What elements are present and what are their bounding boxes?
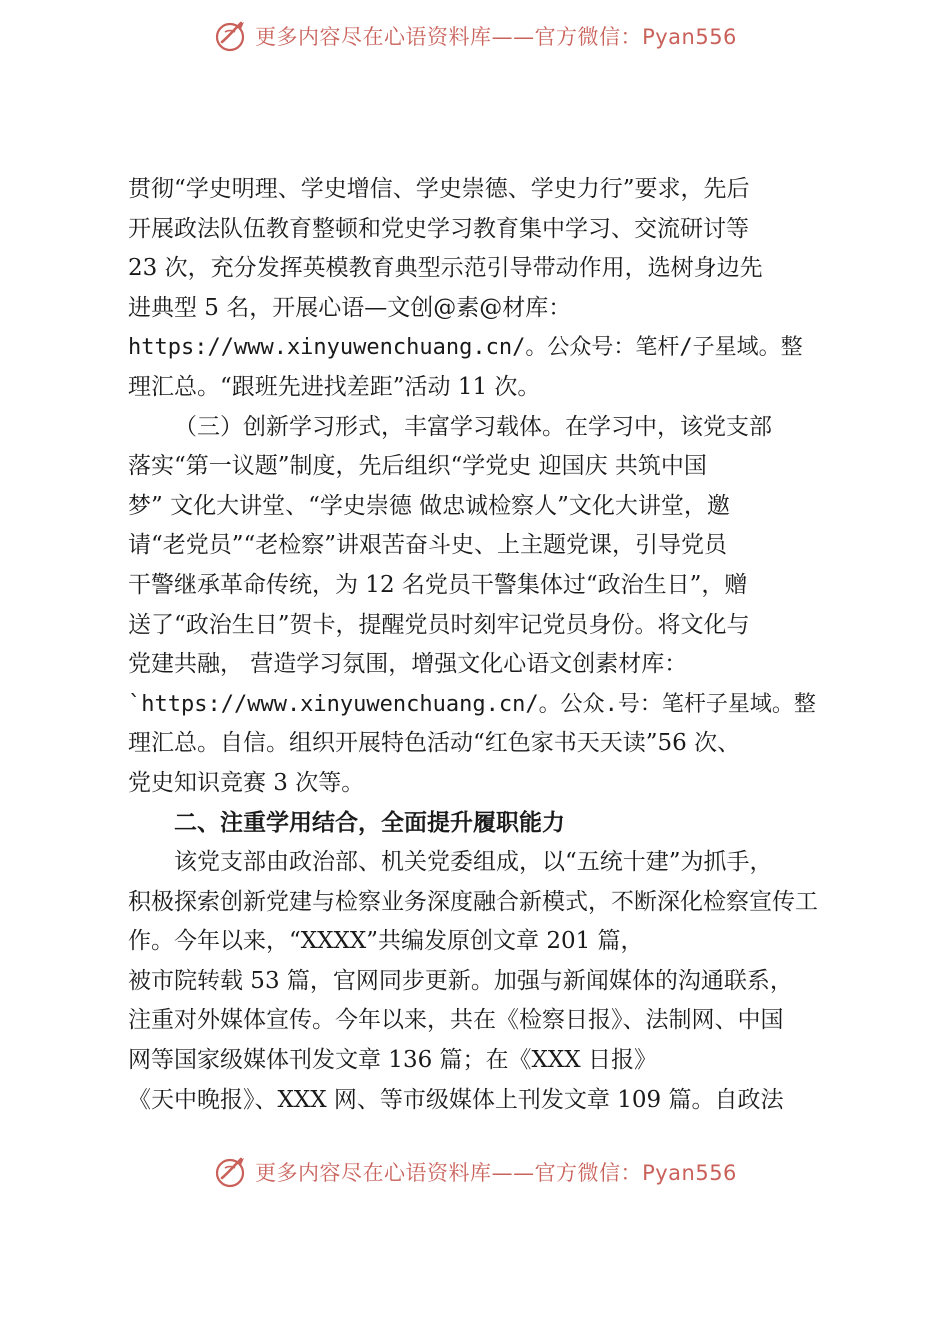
body-text-line: 《天中晚报》、XXX 网、等市级媒体上刊发文章 109 篇。自政法 — [128, 1086, 784, 1113]
body-text-line: 23 次，充分发挥英模教育典型示范引导带动作用，选树身边先 — [128, 255, 763, 282]
body-text-line: 进典型 5 名，开展心语—文创@素@材库： — [128, 294, 572, 321]
body-text-line: 网等国家级媒体刊发文章 136 篇；在《XXX 日报》 — [128, 1047, 657, 1074]
watermark-banner-bottom — [0, 1152, 950, 1192]
watermark-banner-top — [0, 16, 950, 56]
body-text-line: 贯彻“学史明理、学史增信、学史崇德、学史力行”要求，先后 — [128, 176, 750, 202]
body-text-line: `https://www.xinyuwenchuang.cn/。公众.号：笔杆子星域。整 — [128, 691, 816, 717]
brand-logo-icon — [213, 18, 249, 54]
body-text-line: （三）创新学习形式，丰富学习载体。在学习中，该党支部 — [174, 413, 772, 440]
body-text-line: 理汇总。“跟班先进找差距”活动 11 次。 — [128, 373, 541, 400]
body-text-line: 党建共融， 营造学习氛围，增强文化心语文创素材库： — [128, 651, 688, 678]
body-text-line: 党史知识竞赛 3 次等。 — [128, 769, 365, 796]
watermark-text: 更多内容尽在心语资料库——官方微信：Pyan556 — [255, 25, 737, 49]
brand-logo-icon — [213, 1154, 249, 1190]
body-text-line: 积极探索创新党建与检察业务深度融合新模式，不断深化检察宣传工 — [128, 888, 818, 915]
body-text-line: 注重对外媒体宣传。今年以来，共在《检察日报》、法制网、中国 — [128, 1007, 784, 1034]
body-text-line: 送了“政治生日”贺卡，提醒党员时刻牢记党员身份。将文化与 — [128, 611, 750, 638]
body-text-line: 被市院转载 53 篇，官网同步更新。加强与新闻媒体的沟通联系， — [128, 967, 793, 994]
body-text-line: 落实“第一议题”制度，先后组织“学党史 迎国庆 共筑中国 — [128, 453, 707, 480]
body-text-line: https://www.xinyuwenchuang.cn/。公众号：笔杆/子星域。整 — [128, 335, 803, 361]
body-text-line: 梦” 文化大讲堂、“学史崇德 做忠诚检察人”文化大讲堂，邀 — [128, 492, 730, 519]
section-heading: 二、注重学用结合，全面提升履职能力 — [174, 809, 565, 836]
body-text-line: 干警继承革命传统，为 12 名党员干警集体过“政治生日”，赠 — [128, 571, 748, 598]
body-text-line: 请“老党员”“老检察”讲艰苦奋斗史、上主题党课，引导党员 — [128, 532, 728, 559]
body-text-line: 作。今年以来，“XXXX”共编发原创文章 201 篇， — [128, 928, 644, 955]
body-text-line: 理汇总。自信。组织开展特色活动“红色家书天天读”56 次、 — [128, 730, 741, 757]
watermark-text: 更多内容尽在心语资料库——官方微信：Pyan556 — [255, 1161, 737, 1185]
document-body — [128, 170, 848, 1120]
body-text-line: 该党支部由政治部、机关党委组成，以“五统十建”为抓手， — [174, 849, 773, 876]
body-text-line: 开展政法队伍教育整顿和党史学习教育集中学习、交流研讨等 — [128, 215, 749, 242]
